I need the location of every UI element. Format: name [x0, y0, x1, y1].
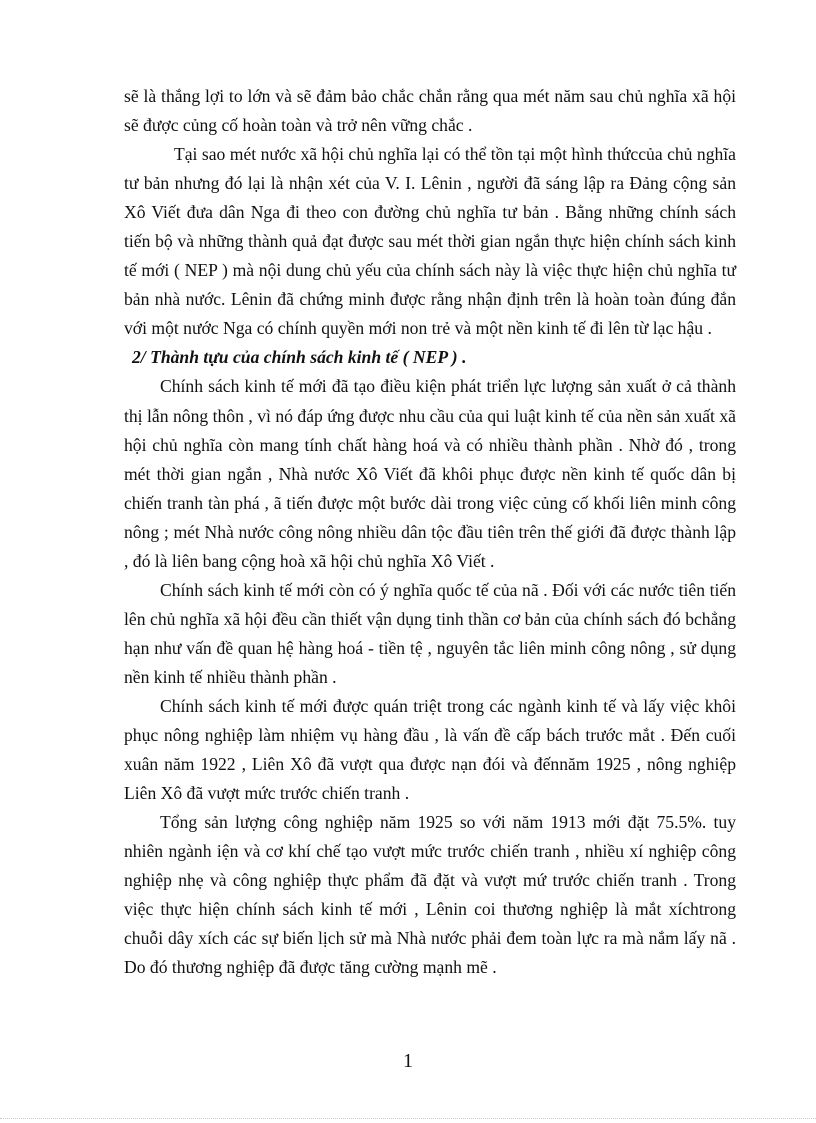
paragraph-lenin-state-capitalism: Tại sao mét nước xã hội chủ nghĩa lại có thể tồn tại một hình thứccủa chủ nghĩa tư bản nhưng đó lại là nhận xét của V. I. Lênin , người đã sáng lập ra Đảng cộng sản Xô Viết đưa dân Nga đi theo con đường chủ nghĩa tư bản . Bằng những chính sách tiến bộ và những thành quả đạt được sau mét thời gian ngắn thực hiện chính sách kinh tế mới ( NEP ) mà nội dung chủ yếu của chính sách này là việc thực hiện chủ nghĩa tư bản nhà nước. Lênin đã chứng minh được rằng nhận định trên là hoàn toàn đúng đắn với một nước Nga có chính quyền mới non trẻ và một nền kinh tế đi lên từ lạc hậu . [124, 144, 736, 339]
paragraph-nep-achievements: Chính sách kinh tế mới đã tạo điều kiện phát triển lực lượng sản xuất ở cả thành thị lẫn nông thôn , vì nó đáp ứng được nhu cầu của qui luật kinh tế của nền sản xuất xã hội chủ nghĩa còn mang tính chất hàng hoá và có nhiều thành phần . Nhờ đó , trong mét thời gian ngắn , Nhà nước Xô Viết đã khôi phục được nền kinh tế quốc dân bị chiến tranh tàn phá , ã tiến được một bước dài trong việc củng cố khối liên minh công nông ; mét Nhà nước công nông nhiều dân tộc đầu tiên trên thế giới đã được thành lập , đó là liên bang cộng hoà xã hội chủ nghĩa Xô Viết . [124, 376, 736, 571]
section-heading: 2/ Thành tựu của chính sách kinh tế ( NEP ) . [132, 347, 467, 368]
paragraph-industrial-output: Tổng sản lượng công nghiệp năm 1925 so với năm 1913 mới đặt 75.5%. tuy nhiên ngành iện và cơ khí chế tạo vượt mức trước chiến tranh , nhiều xí nghiệp công nghiệp nhẹ và công nghiệp thực phẩm đã đặt và vượt mứ trước chiến tranh . Trong việc thực hiện chính sách kinh tế mới , Lênin coi thương nghiệp là mắt xíchtrong chuỗi dây xích các sự biến lịch sử mà Nhà nước phải đem toàn lực ra mà nắm lấy nã . Do đó thương nghiệp đã được tăng cường mạnh mẽ . [124, 812, 736, 978]
page-number: 1 [403, 1050, 413, 1072]
paragraph-international-significance: Chính sách kinh tế mới còn có ý nghĩa quốc tế của nã . Đối với các nước tiên tiến lên chủ nghĩa xã hội đều cần thiết vận dụng tinh thần cơ bản của chính sách đó bchẳng hạn như vấn đề quan hệ hàng hoá - tiền tệ , nguyên tắc liên minh công nông , sử dụng nền kinh tế nhiều thành phần . [124, 579, 736, 687]
page-bottom-divider [0, 1118, 816, 1119]
paragraph-continuation: sẽ là thắng lợi to lớn và sẽ đảm bảo chắc chắn rằng qua mét năm sau chủ nghĩa xã hội sẽ được củng cố hoàn toàn và trở nên vững chắc . [124, 86, 736, 136]
paragraph-agriculture-recovery: Chính sách kinh tế mới được quán triệt trong các ngành kinh tế và lấy việc khôi phục nông nghiệp làm nhiệm vụ hàng đầu , là vấn đề cấp bách trước mắt . Đến cuối xuân năm 1922 , Liên Xô đã vượt qua được nạn đói và đếnnăm 1925 , nông nghiệp Liên Xô đã vượt mức trước chiến tranh . [124, 695, 736, 804]
body-text [124, 82, 736, 982]
